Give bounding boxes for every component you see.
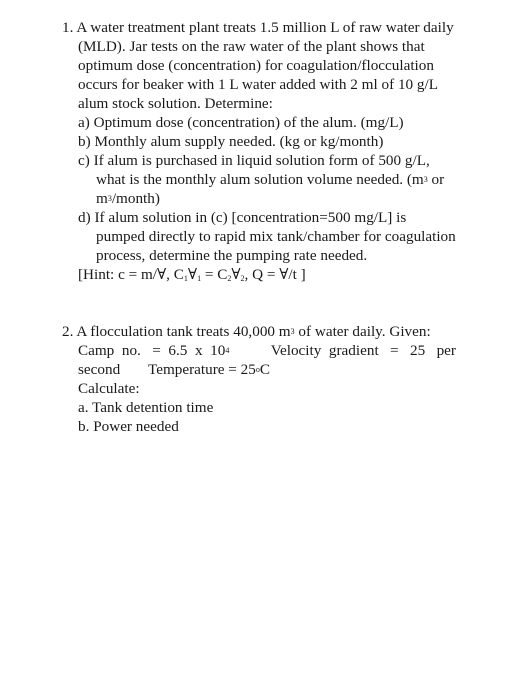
- q2-part-b: b. Power needed: [78, 418, 179, 435]
- temperature-text: Temperature = 25: [148, 361, 256, 378]
- camp-number-text: Camp no. = 6.5 x 10: [78, 342, 226, 359]
- q1-line-3: optimum dose (concentration) for coagulation/flocculation: [78, 57, 434, 74]
- q2-part-a: a. Tank detention time: [78, 399, 214, 416]
- q1-line-5: alum stock solution. Determine:: [78, 95, 273, 112]
- q1-part-c-line-3: [96, 189, 160, 208]
- hint-part-4: ∀: [231, 266, 241, 283]
- q1-part-c-unit-sup: 3: [107, 194, 112, 203]
- q1-part-c-line-1: c) If alum is purchased in liquid solution form of 500 g/L,: [78, 152, 430, 169]
- temperature-degree: o: [255, 365, 260, 374]
- q1-part-c-or: or: [427, 171, 445, 188]
- q1-part-d-line-3: process, determine the pumping rate needed.: [96, 247, 368, 264]
- hint-sub-3: 2: [227, 274, 232, 283]
- hint-sub-1: 1: [183, 274, 188, 283]
- hint-part-3: = C: [201, 266, 228, 283]
- q2-line-1-sup: 3: [290, 327, 295, 336]
- hint-part-1: [Hint: c = m/∀, C: [78, 266, 184, 283]
- camp-number-sup: 4: [225, 346, 230, 355]
- q1-part-b: b) Monthly alum supply needed. (kg or kg/month): [78, 133, 384, 150]
- q1-part-d-line-1: d) If alum solution in (c) [concentration=500 mg/L] is: [78, 209, 407, 226]
- q2-line-1: [62, 322, 431, 341]
- q1-hint: [78, 265, 306, 284]
- q1-line-1: 1. A water treatment plant treats 1.5 million L of raw water daily: [62, 19, 454, 36]
- q2-calculate: Calculate:: [78, 380, 140, 397]
- q1-line-2: [78, 37, 456, 56]
- q1-part-c-line-2: [96, 170, 444, 189]
- q1-part-d-line-2: pumped directly to rapid mix tank/chamber for coagulation: [96, 228, 456, 245]
- hint-sub-2: 1: [197, 274, 202, 283]
- q1-line-4: occurs for beaker with 1 L water added with 2 ml of 10 g/L: [78, 76, 439, 93]
- camp-number: [78, 341, 229, 360]
- temperature-unit: C: [259, 361, 271, 378]
- q1-part-c-text: what is the monthly alum solution volume needed. (m: [96, 171, 424, 188]
- q2-second: second: [78, 361, 121, 378]
- q1-part-c-sup: 3: [423, 175, 428, 184]
- hint-part-5: , Q = ∀/t ]: [244, 266, 306, 283]
- hint-sub-4: 2: [240, 274, 245, 283]
- q2-line-1-rest: of water daily. Given:: [294, 323, 431, 340]
- q1-part-a: a) Optimum dose (concentration) of the alum. (mg/L): [78, 114, 404, 131]
- hint-part-2: ∀: [187, 266, 198, 283]
- q1-part-c-unit: m: [96, 190, 108, 207]
- q1-part-c-unit-rest: /month): [111, 190, 160, 207]
- velocity-gradient: Velocity gradient = 25 per: [270, 342, 456, 359]
- temperature: [148, 360, 270, 379]
- q2-line-1-text: 2. A flocculation tank treats 40,000 m: [62, 323, 291, 340]
- q1-line-2-text: (MLD). Jar tests on the raw water of the plant shows that: [78, 38, 425, 55]
